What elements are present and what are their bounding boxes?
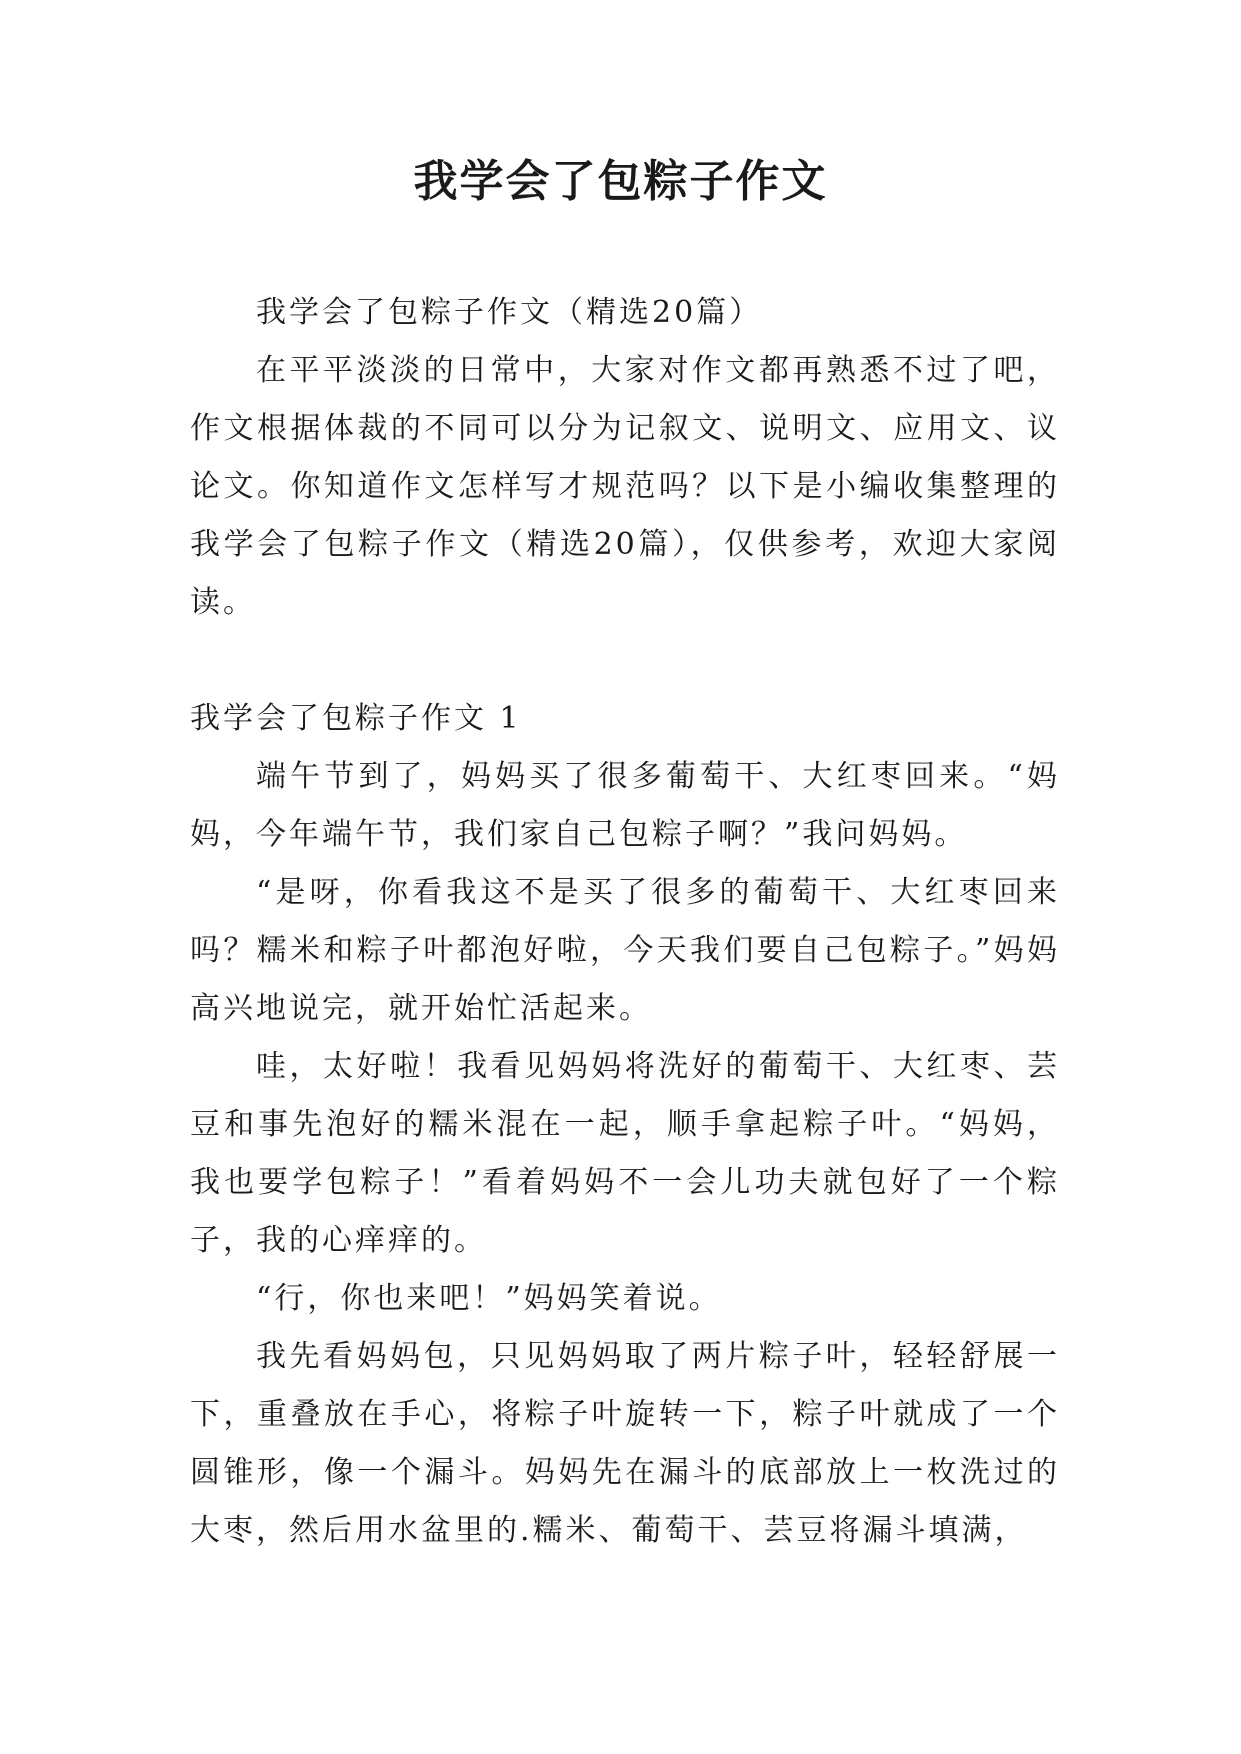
section-paragraph: “行，你也来吧！”妈妈笑着说。 xyxy=(256,1281,722,1316)
section-paragraph: 哇，太好啦！我看见妈妈将洗好的葡萄干、大红枣、芸豆和事先泡好的糯米混在一起，顺手拿起粽子叶。“妈妈，我也要学包粽子！”看着妈妈不一会儿功夫就包好了一个粽子，我的心痒痒的。 xyxy=(190,1049,1060,1258)
section-paragraph: 我先看妈妈包，只见妈妈取了两片粽子叶，轻轻舒展一下，重叠放在手心，将粽子叶旋转一下，粽子叶就成了一个圆锥形，像一个漏斗。妈妈先在漏斗的底部放上一枚洗过的大枣，然后用水盆里的.糯米、葡萄干、芸豆将漏斗填满， xyxy=(190,1339,1060,1548)
intro-paragraph: 在平平淡淡的日常中，大家对作文都再熟悉不过了吧，作文根据体裁的不同可以分为记叙文、说明文、应用文、议论文。你知道作文怎样写才规范吗？以下是小编收集整理的我学会了包粽子作文（精选20篇），仅供参考，欢迎大家阅读。 xyxy=(190,353,1060,620)
section-heading: 我学会了包粽子作文 1 xyxy=(190,701,522,736)
section-spacer xyxy=(190,632,1060,690)
intro-subtitle: 我学会了包粽子作文（精选20篇） xyxy=(256,295,763,330)
document-body xyxy=(190,284,1060,1560)
section-paragraph: 端午节到了，妈妈买了很多葡萄干、大红枣回来。“妈妈，今年端午节，我们家自己包粽子啊？”我问妈妈。 xyxy=(190,759,1060,852)
document-title: 我学会了包粽子作文 xyxy=(413,156,828,207)
section-paragraph: “是呀，你看我这不是买了很多的葡萄干、大红枣回来吗？糯米和粽子叶都泡好啦，今天我们要自己包粽子。”妈妈高兴地说完，就开始忙活起来。 xyxy=(190,875,1060,1026)
